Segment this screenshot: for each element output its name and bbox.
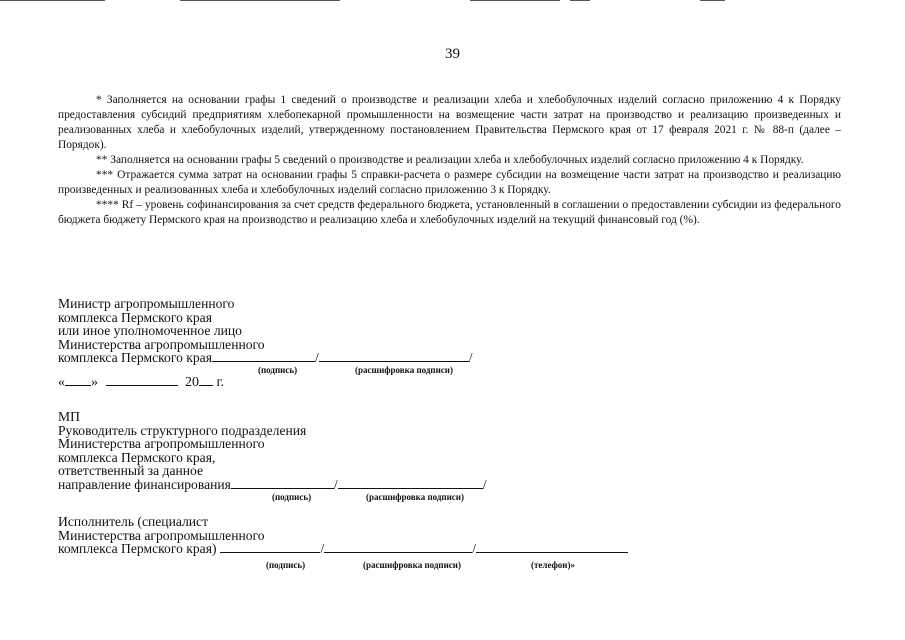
day-field[interactable] [65, 375, 91, 386]
executor-caption-signature: (подпись) [266, 560, 306, 570]
head-line: ответственный за данное [58, 463, 204, 479]
scan-top-edge [0, 0, 905, 2]
head-caption-signature: (подпись) [272, 492, 312, 502]
minister-signature-block [58, 297, 473, 365]
signature-field[interactable] [220, 542, 320, 553]
head-line: Министерства агропромышленного [58, 436, 265, 452]
executor-caption-decoding: (расшифровка подписи) [363, 560, 461, 570]
minister-sign-line: комплекса Пермского края / / [58, 350, 473, 366]
phone-field[interactable] [476, 542, 628, 553]
year-field[interactable] [199, 375, 213, 386]
head-signature-block [58, 410, 486, 492]
decoding-field[interactable] [319, 351, 469, 362]
minister-line: Министерства агропромышленного [58, 336, 265, 352]
footnote-3: *** Отражается сумма затрат на основании графы 5 справки-расчета о размере субсидии на возмещение части затрат на производство и реализацию произведенных и реализованных хлеба и хлебобулочных изделий согласно приложению 3 к Порядку. [58, 169, 841, 196]
executor-signature-block [58, 515, 628, 556]
month-field[interactable] [106, 375, 178, 386]
minister-line: Министр агропромышленного [58, 296, 235, 311]
executor-line: Исполнитель (специалист [58, 514, 209, 529]
page-number: 39 [445, 46, 460, 62]
minister-line: комплекса Пермского края [58, 309, 212, 325]
executor-line: Министерства агропромышленного [58, 527, 265, 543]
footnote-4: **** Rf – уровень софинансирования за счет средств федерального бюджета, установленный в соглашении о предоставлении субсидии из федерального бюджета бюджету Пермского края на производство и реализацию хлеба и хлебобулочных изделий на текущий финансовый год (%). [58, 199, 841, 226]
footnote-1: * Заполняется на основании графы 1 сведений о производстве и реализации хлеба и хлебобулочных изделий согласно приложению 4 к Порядку предоставления субсидий предприятиям хлебопекарной промышленности на возмещение части затрат на производство и реализацию произведенных и реализованных хлеба и хлебобулочных изделий, утвержденному постановлением Правительства Пермского края от 17 февраля 2021 г. № 88-п (далее – Порядок). [58, 94, 841, 151]
executor-caption-phone: (телефон)» [531, 560, 575, 570]
footnotes [58, 93, 841, 228]
head-caption-decoding: (расшифровка подписи) [366, 492, 464, 502]
minister-caption-signature: (подпись) [258, 365, 298, 375]
signature-field[interactable] [231, 478, 334, 489]
date-line: « » 20 г. [58, 375, 225, 390]
decoding-field[interactable] [324, 542, 472, 553]
footnote-2: ** Заполняется на основании графы 5 сведений о производстве и реализации хлеба и хлебобулочных изделий согласно приложению 4 к Порядку. [96, 154, 804, 166]
decoding-field[interactable] [338, 478, 483, 489]
head-line: Руководитель структурного подразделения [58, 422, 307, 438]
executor-sign-line: комплекса Пермского края) / / [58, 542, 628, 556]
head-line: комплекса Пермского края, [58, 449, 216, 465]
signature-field[interactable] [212, 351, 315, 362]
head-sign-line: направление финансирования / / [58, 476, 487, 492]
mp-label: МП [58, 409, 80, 424]
minister-line: или иное уполномоченное лицо [58, 323, 242, 339]
minister-caption-decoding: (расшифровка подписи) [355, 365, 453, 375]
